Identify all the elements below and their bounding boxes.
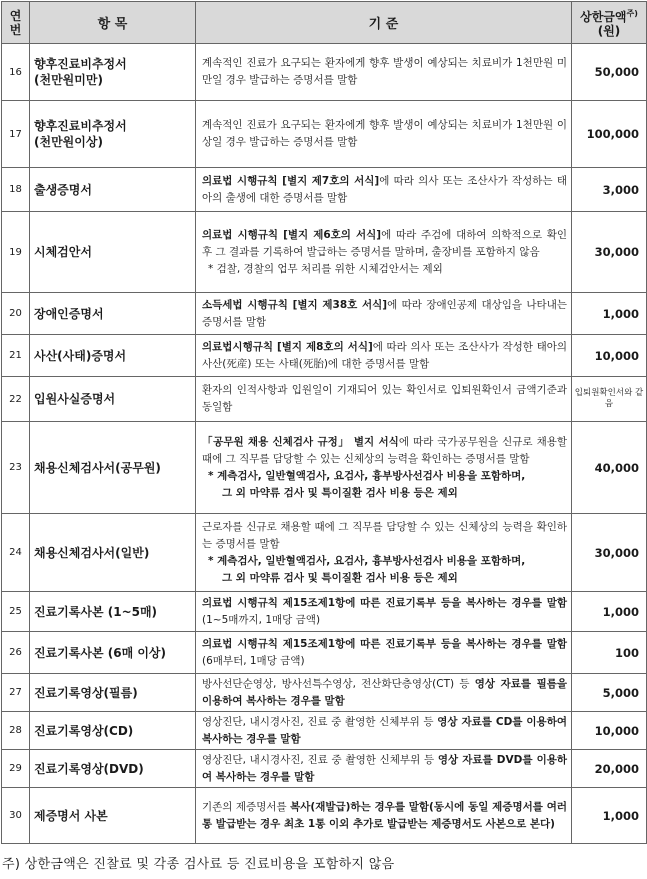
row-amount: 30,000 [572,212,647,293]
row-no: 27 [2,674,30,712]
row-item-line1: 향후진료비추정서 [34,119,127,133]
header-no-label: 연번 [9,8,22,37]
row-desc-text: (6매부터, 1매당 금액) [202,654,305,667]
row-amount: 100,000 [572,101,647,168]
row-desc [196,788,572,844]
row-desc-bold: 의료법시행규칙 [별지 제8호의 서식] [202,340,373,353]
table-row [2,712,647,750]
row-desc-text: 영상진단, 내시경사진, 진료 중 촬영한 신체부위 등 [202,753,438,766]
row-amount: 1,000 [572,293,647,335]
row-item-line1: 향후진료비추정서 [34,57,127,71]
footnote: 주) 상한금액은 진찰료 및 각종 검사료 등 진료비용을 포함하지 않음 [2,857,395,872]
row-no: 26 [2,632,30,674]
row-item-line2: (천만원미만) [34,73,103,87]
row-no: 30 [2,788,30,844]
table-row [2,750,647,788]
row-no: 29 [2,750,30,788]
row-amount: 5,000 [572,674,647,712]
table-row [2,101,647,168]
row-desc-note: * 계측검사, 일반혈액검사, 요검사, 흉부방사선검사 비용을 포함하며, [208,554,526,567]
row-no: 21 [2,335,30,377]
row-item: 장애인증명서 [30,293,196,335]
row-no: 24 [2,514,30,592]
table-row [2,592,647,632]
row-no: 20 [2,293,30,335]
row-desc [196,377,572,422]
row-item: 진료기록영상(필름) [30,674,196,712]
row-amount: 40,000 [572,422,647,514]
row-desc-note: * 검찰, 경찰의 업무 처리를 위한 시체검안서는 제외 [208,262,443,275]
row-desc-bold: 의료법 시행규칙 [별지 제6호의 서식] [202,228,382,241]
row-no: 16 [2,44,30,101]
row-desc-text: 기존의 제증명서를 [202,800,291,813]
row-item [30,101,196,168]
row-desc-bold: 의료법 시행규칙 [별지 제7호의 서식] [202,174,380,187]
row-desc-note: 그 외 마약류 검사 및 특이질환 검사 비용 등은 제외 [222,571,458,584]
row-desc-text: 에 따라 의사 또는 조산사가 작성하는 태아의 출생에 대한 증명서를 말함 [202,174,567,204]
row-desc [196,712,572,750]
row-amount: 1,000 [572,788,647,844]
row-desc [196,514,572,592]
row-desc [196,212,572,293]
row-item: 사산(사태)증명서 [30,335,196,377]
row-amount: 30,000 [572,514,647,592]
row-amount: 20,000 [572,750,647,788]
table-row [2,168,647,212]
row-desc-text: 방사선단순영상, 방사선특수영상, 전산화단층영상(CT) 등 [202,677,475,690]
row-desc-text: 계속적인 진료가 요구되는 환자에게 향후 발생이 예상되는 치료비가 1천만원 이상일 경우 발급하는 증명서를 말함 [202,119,567,148]
header-cap [572,2,647,44]
row-no: 23 [2,422,30,514]
row-no: 17 [2,101,30,168]
row-desc [196,101,572,168]
row-no: 19 [2,212,30,293]
row-desc-bold: 영상 자료를 DVD를 이용하여 복사하는 경우를 말함 [202,753,568,783]
row-desc [196,168,572,212]
row-item: 출생증명서 [30,168,196,212]
table-row [2,632,647,674]
table-row [2,212,647,293]
table-row [2,293,647,335]
row-desc-text: 환자의 인적사항과 입원일이 기재되어 있는 확인서로 입퇴원확인서 금액기준과 동일함 [202,384,567,413]
row-desc-text: 영상진단, 내시경사진, 진료 중 촬영한 신체부위 등 [202,715,438,728]
row-desc [196,422,572,514]
row-no: 18 [2,168,30,212]
header-cap-label: 상한금액 [580,10,627,24]
row-no: 28 [2,712,30,750]
row-desc-bold: 의료법 시행규칙 제15조제1항에 따른 진료기록부 등을 복사하는 경우를 말함 [202,637,567,650]
row-desc-text: 에 따라 국가공무원을 신규로 채용할 때에 그 직무를 담당할 수 있는 신체상의 능력을 확인하는 증명서를 말함 [202,435,567,465]
row-amount: 1,000 [572,592,647,632]
row-item [30,44,196,101]
row-item: 채용신체검사서(일반) [30,514,196,592]
table-row [2,514,647,592]
row-amount: 3,000 [572,168,647,212]
table-row [2,788,647,844]
row-item: 입원사실증명서 [30,377,196,422]
row-desc [196,335,572,377]
row-desc-bold: 영상 자료를 CD를 이용하여 복사하는 경우를 말함 [202,715,567,745]
row-desc-bold: 의료법 시행규칙 제15조제1항에 따른 진료기록부 등을 복사하는 경우를 말함 [202,596,567,609]
row-desc-bold: 복사(재발급)하는 경우를 말함(동시에 동일 제증명서를 여러통 발급받는 경우 최초 1통 이외 추가로 발급받는 제증명서도 사본으로 본다) [202,800,567,830]
row-desc [196,632,572,674]
row-item: 진료기록영상(CD) [30,712,196,750]
row-item: 진료기록영상(DVD) [30,750,196,788]
row-desc-text: 에 따라 장애인공제 대상임을 나타내는 증명서를 말함 [202,298,567,328]
header-cap-unit: (원) [597,24,621,38]
row-desc [196,293,572,335]
row-desc-bold: 소득세법 시행규칙 [별지 제38호 서식] [202,298,388,311]
header-cap-sup: 주) [626,9,638,18]
table-row [2,44,647,101]
fee-table [1,1,647,844]
row-item: 채용신체검사서(공무원) [30,422,196,514]
table-row [2,674,647,712]
row-desc [196,44,572,101]
row-amount: 100 [572,632,647,674]
row-amount: 50,000 [572,44,647,101]
header-item: 항 목 [30,2,196,44]
row-desc-text: 에 따라 주검에 대하여 의학적으로 확인 후 그 결과를 기록하여 발급하는 증명서를 말하며, 출장비를 포함하지 않음 [202,228,567,258]
row-desc-bold: 「공무원 채용 신체검사 규정」 별지 서식 [202,435,399,448]
row-desc-note: * 계측검사, 일반혈액검사, 요검사, 흉부방사선검사 비용을 포함하며, [208,469,526,482]
row-amount: 10,000 [572,712,647,750]
row-desc-text: (1~5매까지, 1매당 금액) [202,613,321,626]
row-amount: 입퇴원확인서와 같음 [572,377,647,422]
table-row [2,422,647,514]
row-no: 22 [2,377,30,422]
row-item: 제증명서 사본 [30,788,196,844]
row-desc-text: 계속적인 진료가 요구되는 환자에게 향후 발생이 예상되는 치료비가 1천만원 미만일 경우 발급하는 증명서를 말함 [202,57,567,86]
row-item: 진료기록사본 (6매 이상) [30,632,196,674]
row-desc-text: 근로자를 신규로 채용할 때에 그 직무를 담당할 수 있는 신체상의 능력을 확인하는 증명서를 말함 [202,520,567,550]
row-item: 시체검안서 [30,212,196,293]
table-row [2,377,647,422]
row-no: 25 [2,592,30,632]
table-row [2,335,647,377]
row-desc [196,592,572,632]
row-desc-text: 에 따라 의사 또는 조산사가 작성한 태아의 사산(死産) 또는 사태(死胎)에 대한 증명서를 말함 [202,340,567,370]
row-item: 진료기록사본 (1~5매) [30,592,196,632]
row-item-line2: (천만원이상) [34,135,103,149]
row-desc [196,674,572,712]
row-desc-bold: 영상 자료를 필름을 이용하여 복사하는 경우를 말함 [202,677,567,707]
header-criteria: 기 준 [196,2,572,44]
row-amount: 10,000 [572,335,647,377]
header-no [2,2,30,44]
row-desc [196,750,572,788]
table-header-row [2,2,647,44]
row-desc-note: 그 외 마약류 검사 및 특이질환 검사 비용 등은 제외 [222,486,458,499]
